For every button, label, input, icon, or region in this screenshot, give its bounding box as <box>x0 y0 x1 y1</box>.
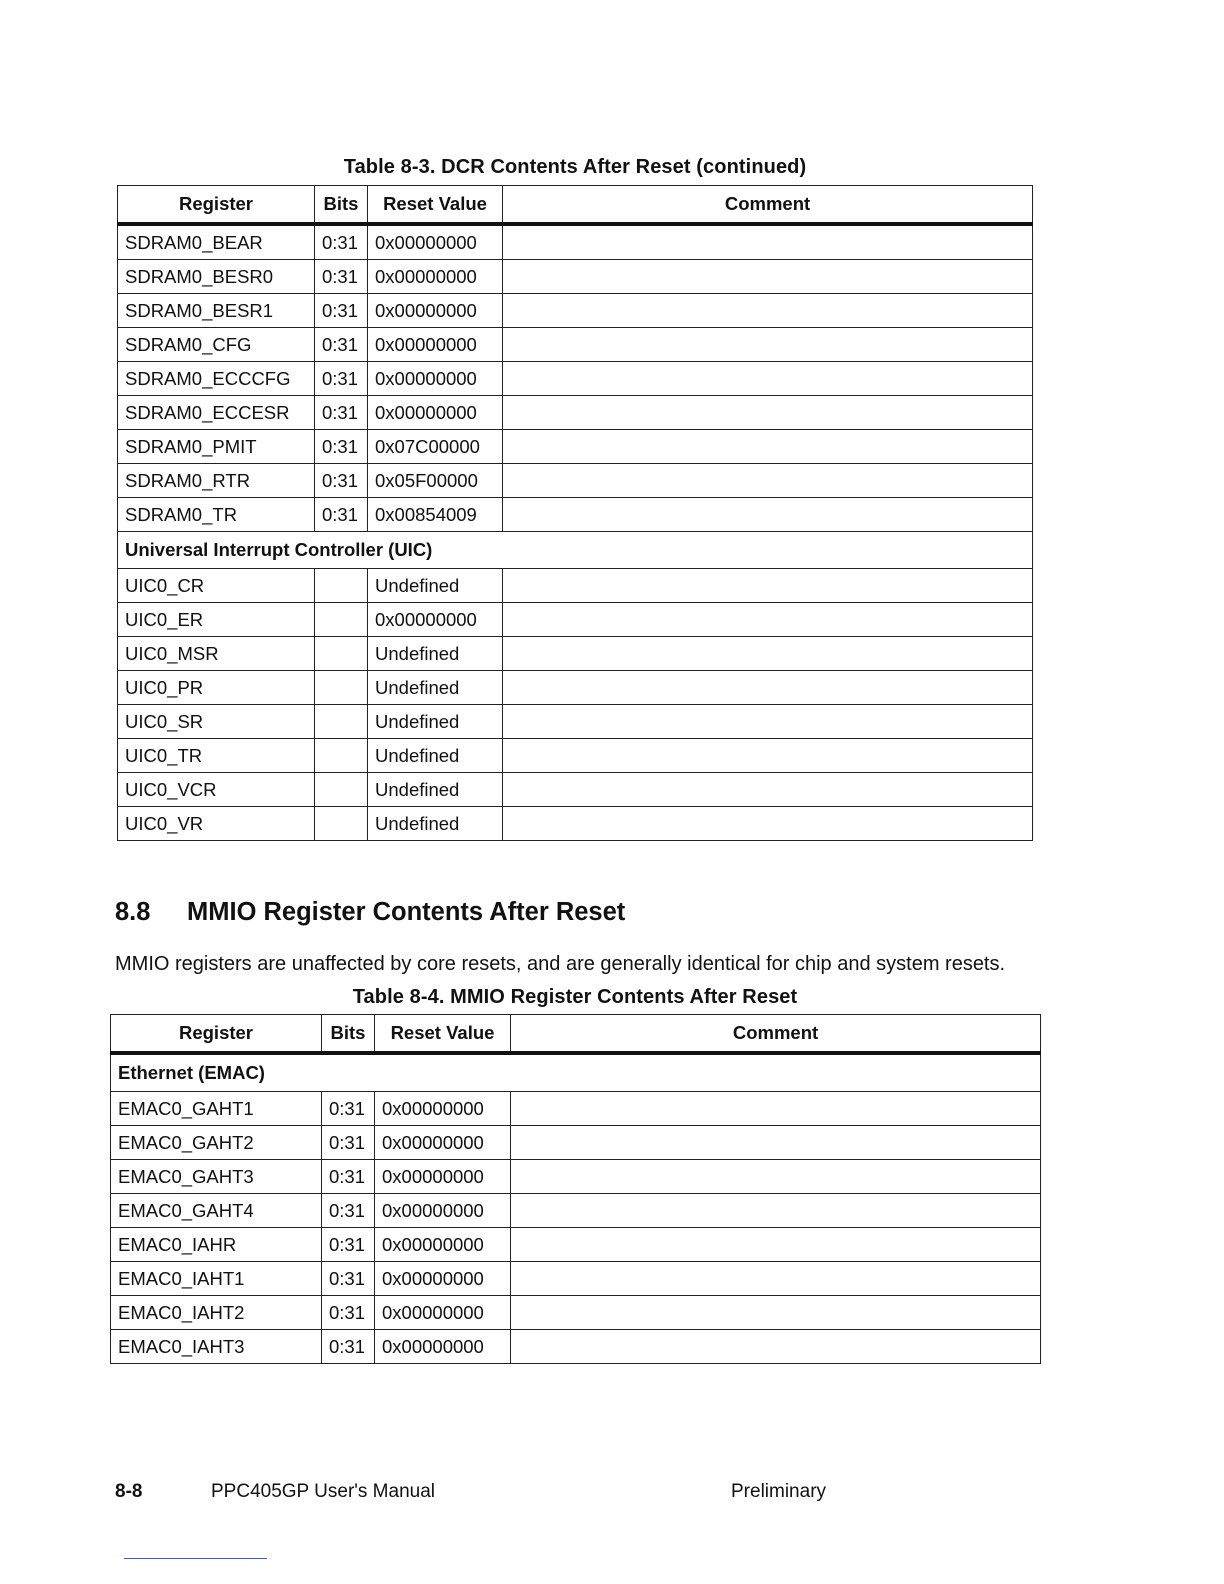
cell-reset-value: 0x00000000 <box>368 294 503 328</box>
table-row <box>111 1228 1041 1262</box>
cell-comment <box>503 294 1033 328</box>
cell-reset-value: 0x00000000 <box>375 1126 511 1160</box>
cell-bits <box>315 603 368 637</box>
cell-reset-value: Undefined <box>368 807 503 841</box>
column-header-comment: Comment <box>503 186 1033 225</box>
cell-bits: 0:31 <box>315 430 368 464</box>
table-row <box>111 1126 1041 1160</box>
cell-register: EMAC0_IAHR <box>111 1228 322 1262</box>
cell-register: UIC0_PR <box>118 671 315 705</box>
section-label: Universal Interrupt Controller (UIC) <box>118 532 1033 569</box>
table-caption: Table 8-3. DCR Contents After Reset (continued) <box>343 156 807 178</box>
table-row <box>118 328 1033 362</box>
cell-reset-value: Undefined <box>368 773 503 807</box>
table-row <box>111 1262 1041 1296</box>
cell-comment <box>511 1126 1041 1160</box>
cell-bits: 0:31 <box>315 362 368 396</box>
column-header-reset-value: Reset Value <box>375 1015 511 1054</box>
cell-comment <box>511 1092 1041 1126</box>
table-body <box>118 224 1033 841</box>
table-row <box>118 396 1033 430</box>
cell-bits <box>315 739 368 773</box>
cell-bits: 0:31 <box>322 1092 375 1126</box>
table-row <box>118 705 1033 739</box>
cell-register: UIC0_CR <box>118 569 315 603</box>
table-row <box>118 464 1033 498</box>
column-header-reset-value: Reset Value <box>368 186 503 225</box>
section-number: 8.8 <box>115 898 151 926</box>
body-paragraph: MMIO registers are unaffected by core resets, and are generally identical for chip and system resets. <box>115 953 1006 975</box>
cell-bits: 0:31 <box>315 328 368 362</box>
table-row <box>118 807 1033 841</box>
cell-bits: 0:31 <box>315 498 368 532</box>
cell-comment <box>503 464 1033 498</box>
column-header-bits: Bits <box>315 186 368 225</box>
cell-comment <box>503 224 1033 260</box>
cell-reset-value: 0x00000000 <box>368 224 503 260</box>
table-header-row <box>111 1015 1041 1054</box>
table-row <box>118 637 1033 671</box>
cell-reset-value: 0x05F00000 <box>368 464 503 498</box>
column-header-comment: Comment <box>511 1015 1041 1054</box>
cell-bits: 0:31 <box>315 396 368 430</box>
table-row <box>118 430 1033 464</box>
table-row <box>118 498 1033 532</box>
column-header-bits: Bits <box>322 1015 375 1054</box>
table-section-row <box>111 1053 1041 1092</box>
cell-reset-value: 0x00000000 <box>375 1330 511 1364</box>
cell-bits: 0:31 <box>315 464 368 498</box>
table-row <box>118 773 1033 807</box>
cell-comment <box>511 1262 1041 1296</box>
cell-reset-value: 0x00000000 <box>368 260 503 294</box>
cell-reset-value: 0x00000000 <box>375 1296 511 1330</box>
cell-comment <box>503 260 1033 294</box>
cell-reset-value: Undefined <box>368 671 503 705</box>
table-section-row <box>118 532 1033 569</box>
table-row <box>118 603 1033 637</box>
table-header-row <box>118 186 1033 225</box>
cell-reset-value: 0x00000000 <box>375 1262 511 1296</box>
cell-bits <box>315 705 368 739</box>
cell-comment <box>503 773 1033 807</box>
cell-bits <box>315 637 368 671</box>
cell-comment <box>503 603 1033 637</box>
cell-comment <box>503 637 1033 671</box>
cell-bits <box>315 569 368 603</box>
cell-register: EMAC0_GAHT2 <box>111 1126 322 1160</box>
cell-register: UIC0_TR <box>118 739 315 773</box>
cell-bits: 0:31 <box>322 1160 375 1194</box>
cell-bits <box>315 773 368 807</box>
cell-bits: 0:31 <box>322 1228 375 1262</box>
cell-reset-value: 0x00000000 <box>368 362 503 396</box>
cell-reset-value: 0x00854009 <box>368 498 503 532</box>
cell-register: UIC0_VCR <box>118 773 315 807</box>
cell-comment <box>511 1160 1041 1194</box>
cell-bits: 0:31 <box>322 1126 375 1160</box>
cell-reset-value: Undefined <box>368 739 503 773</box>
table-body <box>111 1053 1041 1364</box>
cell-bits <box>315 807 368 841</box>
cell-bits: 0:31 <box>315 260 368 294</box>
cell-bits: 0:31 <box>322 1194 375 1228</box>
cell-register: EMAC0_IAHT3 <box>111 1330 322 1364</box>
cell-comment <box>503 569 1033 603</box>
cell-comment <box>511 1228 1041 1262</box>
cell-reset-value: 0x07C00000 <box>368 430 503 464</box>
cell-comment <box>511 1296 1041 1330</box>
cell-register: UIC0_ER <box>118 603 315 637</box>
cell-bits <box>315 671 368 705</box>
cell-register: UIC0_VR <box>118 807 315 841</box>
cell-reset-value: 0x00000000 <box>375 1194 511 1228</box>
cell-comment <box>503 739 1033 773</box>
table-row <box>111 1194 1041 1228</box>
cell-comment <box>503 430 1033 464</box>
cell-register: EMAC0_IAHT1 <box>111 1262 322 1296</box>
cell-comment <box>511 1330 1041 1364</box>
column-header-register: Register <box>118 186 315 225</box>
cell-register: UIC0_SR <box>118 705 315 739</box>
mmio-reset-table <box>110 1014 1041 1364</box>
page-number: 8-8 <box>115 1481 143 1502</box>
cell-reset-value: Undefined <box>368 569 503 603</box>
cell-register: SDRAM0_RTR <box>118 464 315 498</box>
cell-bits: 0:31 <box>322 1296 375 1330</box>
table-row <box>118 224 1033 260</box>
table-row <box>118 294 1033 328</box>
cell-bits: 0:31 <box>322 1262 375 1296</box>
column-header-register: Register <box>111 1015 322 1054</box>
cell-register: SDRAM0_PMIT <box>118 430 315 464</box>
cell-register: SDRAM0_BESR0 <box>118 260 315 294</box>
table-row <box>118 362 1033 396</box>
table-caption: Table 8-4. MMIO Register Contents After Reset <box>352 986 798 1008</box>
section-heading <box>115 898 625 927</box>
table-row <box>118 739 1033 773</box>
dcr-reset-table <box>117 185 1033 841</box>
table-row <box>118 671 1033 705</box>
cell-reset-value: 0x00000000 <box>368 328 503 362</box>
cell-register: SDRAM0_TR <box>118 498 315 532</box>
cell-comment <box>503 807 1033 841</box>
cell-bits: 0:31 <box>315 294 368 328</box>
cell-bits: 0:31 <box>315 224 368 260</box>
cell-comment <box>503 498 1033 532</box>
cell-reset-value: 0x00000000 <box>375 1092 511 1126</box>
cell-comment <box>503 328 1033 362</box>
manual-title: PPC405GP User's Manual <box>211 1481 435 1502</box>
cell-register: SDRAM0_ECCESR <box>118 396 315 430</box>
cell-register: EMAC0_GAHT3 <box>111 1160 322 1194</box>
cell-register: SDRAM0_ECCCFG <box>118 362 315 396</box>
cell-reset-value: 0x00000000 <box>375 1160 511 1194</box>
cell-register: EMAC0_GAHT4 <box>111 1194 322 1228</box>
cell-comment <box>503 396 1033 430</box>
cell-register: SDRAM0_BESR1 <box>118 294 315 328</box>
document-status: Preliminary <box>731 1481 827 1502</box>
table-row <box>111 1160 1041 1194</box>
footnote-rule <box>124 1558 267 1559</box>
section-title: MMIO Register Contents After Reset <box>187 898 626 926</box>
cell-register: SDRAM0_CFG <box>118 328 315 362</box>
cell-register: UIC0_MSR <box>118 637 315 671</box>
cell-register: EMAC0_IAHT2 <box>111 1296 322 1330</box>
table-row <box>111 1296 1041 1330</box>
table-row <box>111 1330 1041 1364</box>
cell-reset-value: 0x00000000 <box>368 396 503 430</box>
cell-reset-value: Undefined <box>368 705 503 739</box>
table-row <box>118 260 1033 294</box>
cell-bits: 0:31 <box>322 1330 375 1364</box>
cell-comment <box>503 362 1033 396</box>
cell-reset-value: 0x00000000 <box>368 603 503 637</box>
cell-register: SDRAM0_BEAR <box>118 224 315 260</box>
section-label: Ethernet (EMAC) <box>111 1053 1041 1092</box>
cell-reset-value: Undefined <box>368 637 503 671</box>
table-row <box>118 569 1033 603</box>
table-row <box>111 1092 1041 1126</box>
cell-comment <box>503 671 1033 705</box>
cell-register: EMAC0_GAHT1 <box>111 1092 322 1126</box>
cell-comment <box>503 705 1033 739</box>
cell-comment <box>511 1194 1041 1228</box>
cell-reset-value: 0x00000000 <box>375 1228 511 1262</box>
